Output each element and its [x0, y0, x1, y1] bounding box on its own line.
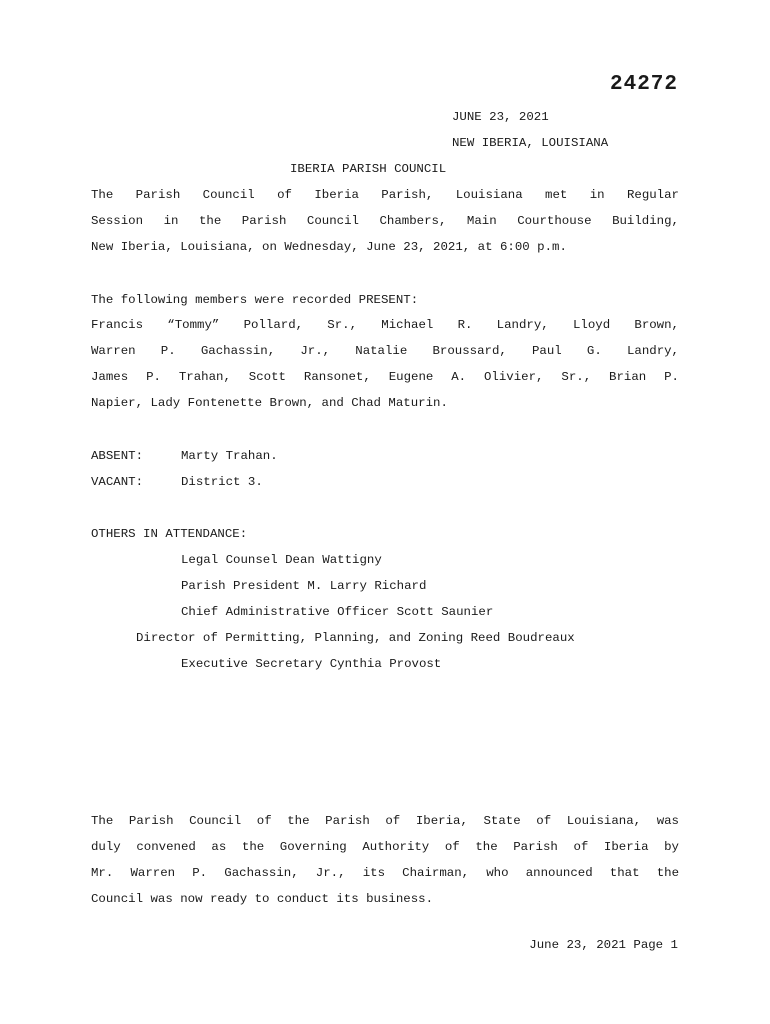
- intro-line: The Parish Council of Iberia Parish, Louisiana met in Regular: [91, 188, 679, 202]
- convened-paragraph: [91, 808, 679, 912]
- convened-line: Council was now ready to conduct its business.: [91, 892, 434, 906]
- present-members: [91, 312, 679, 416]
- absent-label: ABSENT:: [91, 449, 144, 463]
- intro-line: New Iberia, Louisiana, on Wednesday, June 23, 2021, at 6:00 p.m.: [91, 240, 567, 254]
- meeting-location: NEW IBERIA, LOUISIANA: [452, 136, 609, 150]
- present-line: Francis “Tommy” Pollard, Sr., Michael R. Landry, Lloyd Brown,: [91, 318, 679, 332]
- intro-paragraph: [91, 182, 679, 260]
- convened-line: The Parish Council of the Parish of Iberia, State of Louisiana, was: [91, 814, 679, 828]
- page-footer: June 23, 2021 Page 1: [529, 938, 678, 952]
- present-heading: The following members were recorded PRESENT:: [91, 293, 419, 307]
- attendee: Chief Administrative Officer Scott Saunier: [181, 605, 494, 619]
- vacant-label: VACANT:: [91, 475, 144, 489]
- others-heading: OTHERS IN ATTENDANCE:: [91, 527, 248, 541]
- attendee: Executive Secretary Cynthia Provost: [181, 657, 442, 671]
- convened-line: duly convened as the Governing Authority of the Parish of Iberia by: [91, 840, 679, 854]
- absent-value: Marty Trahan.: [181, 449, 278, 463]
- convened-line: Mr. Warren P. Gachassin, Jr., its Chairman, who announced that the: [91, 866, 679, 880]
- attendee: Director of Permitting, Planning, and Zoning Reed Boudreaux: [136, 631, 575, 645]
- intro-line: Session in the Parish Council Chambers, Main Courthouse Building,: [91, 214, 679, 228]
- present-line: James P. Trahan, Scott Ransonet, Eugene A. Olivier, Sr., Brian P.: [91, 370, 679, 384]
- attendee: Legal Counsel Dean Wattigny: [181, 553, 382, 567]
- attendee: Parish President M. Larry Richard: [181, 579, 427, 593]
- council-title: IBERIA PARISH COUNCIL: [290, 162, 447, 176]
- present-line: Warren P. Gachassin, Jr., Natalie Broussard, Paul G. Landry,: [91, 344, 679, 358]
- meeting-date: JUNE 23, 2021: [452, 110, 549, 124]
- vacant-value: District 3.: [181, 475, 263, 489]
- document-number: 24272: [609, 73, 678, 96]
- present-line: Napier, Lady Fontenette Brown, and Chad Maturin.: [91, 396, 448, 410]
